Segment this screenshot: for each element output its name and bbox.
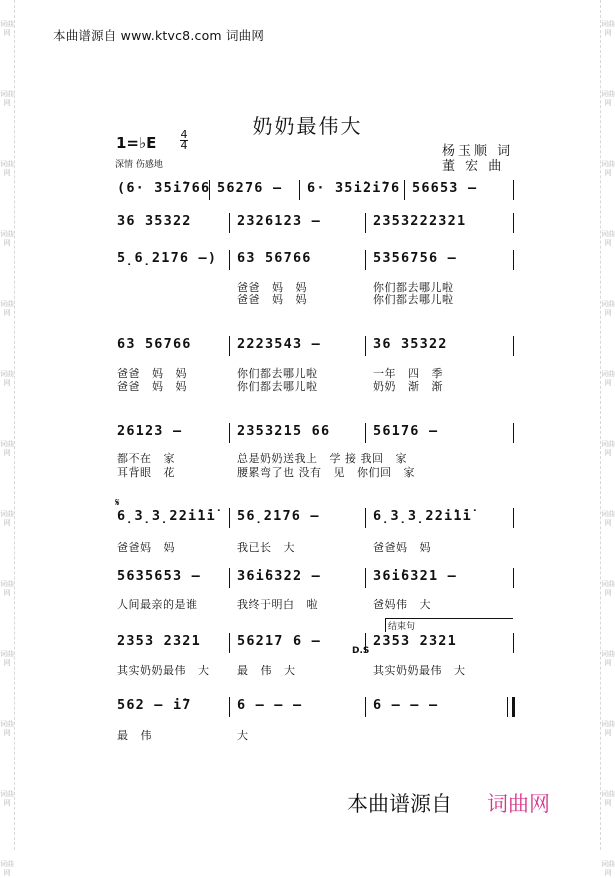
footer-source-text: 本曲谱源自 bbox=[347, 792, 452, 816]
composer-credit: 董 宏 曲 bbox=[442, 159, 505, 174]
measure-notes: 2353 2321 bbox=[117, 633, 201, 649]
barline bbox=[513, 250, 514, 270]
side-watermark-text: 词曲网 bbox=[0, 160, 14, 177]
lyric-segment: 一年 四 季 bbox=[373, 367, 443, 380]
measure-notes: 2223543 – bbox=[237, 336, 321, 352]
final-barline bbox=[507, 697, 515, 717]
side-watermark-text: 词曲网 bbox=[0, 230, 14, 247]
lyric-segment: 总是奶奶送我上 学 接 我回 家 bbox=[237, 452, 407, 465]
barline bbox=[365, 423, 366, 443]
barline bbox=[513, 508, 514, 528]
footer-site-name: 词曲网 bbox=[487, 792, 550, 816]
lyric-segment: 爸爸 妈 妈 bbox=[117, 367, 187, 380]
lyric-segment: 你们都去哪儿啦 bbox=[373, 281, 454, 294]
measure-notes: 63 56766 bbox=[117, 336, 192, 352]
measure-notes: 6̣3̣3̣22i̇1̇i̇ bbox=[373, 508, 473, 524]
barline bbox=[365, 213, 366, 233]
barline bbox=[404, 180, 405, 200]
lyric-segment: 大 bbox=[237, 729, 249, 742]
side-watermark-text: 词曲网 bbox=[601, 160, 615, 177]
measure-notes: 5̣6̣2176 –) bbox=[117, 250, 218, 266]
meter-bottom: 4 bbox=[180, 139, 188, 152]
measure-notes: 56276 – bbox=[217, 180, 283, 196]
barline bbox=[229, 423, 230, 443]
barline bbox=[365, 568, 366, 588]
measure-notes: 36i̇6322 – bbox=[237, 568, 321, 584]
score-row bbox=[115, 568, 515, 588]
lyric-segment: 人间最亲的是谁 bbox=[117, 598, 198, 611]
barline bbox=[209, 180, 210, 200]
lyric-segment: 爸爸 妈 妈 bbox=[117, 380, 187, 393]
side-watermark-text: 词曲网 bbox=[601, 510, 615, 527]
measure-notes: 2326123 – bbox=[237, 213, 321, 229]
lyric-segment: 爸爸 妈 妈 bbox=[237, 293, 307, 306]
barline bbox=[513, 336, 514, 356]
score-row bbox=[115, 508, 515, 528]
barline bbox=[513, 213, 514, 233]
side-watermark-text: 词曲网 bbox=[0, 860, 14, 877]
measure-notes: 6· 35i̇2i̇76 bbox=[307, 180, 401, 196]
score-row bbox=[115, 336, 515, 356]
barline bbox=[299, 180, 300, 200]
side-watermark-text: 词曲网 bbox=[601, 90, 615, 107]
measure-notes: 63 56766 bbox=[237, 250, 312, 266]
measure-notes: 2353 2321 bbox=[373, 633, 457, 649]
side-watermark-text: 词曲网 bbox=[601, 720, 615, 737]
lyric-segment: 奶奶 渐 渐 bbox=[373, 380, 443, 393]
side-watermark-text: 词曲网 bbox=[0, 580, 14, 597]
lyric-segment: 耳背眼 花 bbox=[117, 466, 175, 479]
measure-notes: 26123 – bbox=[117, 423, 183, 439]
score-row bbox=[115, 633, 515, 653]
lyric-segment: 你们都去哪儿啦 bbox=[237, 367, 318, 380]
side-watermark-text: 词曲网 bbox=[0, 510, 14, 527]
barline bbox=[365, 250, 366, 270]
measure-notes: 5635653 – bbox=[117, 568, 201, 584]
barline bbox=[513, 180, 514, 200]
barline bbox=[229, 336, 230, 356]
lyric-segment: 都不在 家 bbox=[117, 452, 175, 465]
barline bbox=[229, 697, 230, 717]
side-watermark-text: 词曲网 bbox=[601, 20, 615, 37]
barline bbox=[513, 633, 514, 653]
measure-notes: 6 – – – bbox=[373, 697, 439, 713]
side-watermark-text: 词曲网 bbox=[0, 440, 14, 457]
lyric-segment: 腰累弯了也 没有 见 你们回 家 bbox=[237, 466, 415, 479]
lyric-segment: 你们都去哪儿啦 bbox=[373, 293, 454, 306]
time-signature bbox=[180, 130, 188, 151]
side-watermark-text: 词曲网 bbox=[601, 650, 615, 667]
side-watermark-text: 词曲网 bbox=[601, 790, 615, 807]
side-watermark-text: 词曲网 bbox=[601, 860, 615, 877]
side-watermark-text: 词曲网 bbox=[601, 440, 615, 457]
barline bbox=[513, 568, 514, 588]
score-row bbox=[115, 697, 515, 717]
side-watermark-text: 词曲网 bbox=[0, 650, 14, 667]
score-row bbox=[115, 180, 515, 200]
score-row bbox=[115, 213, 515, 233]
measure-notes: 56217 6 – bbox=[237, 633, 321, 649]
barline bbox=[229, 213, 230, 233]
side-watermark-text: 词曲网 bbox=[0, 790, 14, 807]
measure-notes: 36i̇6321 – bbox=[373, 568, 457, 584]
score-row bbox=[115, 250, 515, 270]
header-source-line: 本曲谱源自 www.ktvc8.com 词曲网 bbox=[53, 28, 265, 43]
barline bbox=[513, 423, 514, 443]
segno-mark: 𝄋 bbox=[115, 496, 120, 509]
expression-marking: 深情 伤感地 bbox=[115, 160, 163, 170]
ds-mark: D.S bbox=[352, 646, 370, 656]
measure-notes: 5356756 – bbox=[373, 250, 457, 266]
measure-notes: 36 35322 bbox=[117, 213, 192, 229]
measure-notes: 6̣3̣3̣22i̇1̇i̇ bbox=[117, 508, 217, 524]
measure-notes: 6 – – – bbox=[237, 697, 303, 713]
lyric-segment: 其实奶奶最伟 大 bbox=[117, 664, 210, 677]
lyric-segment: 最 伟 大 bbox=[237, 664, 296, 677]
side-watermark-text: 词曲网 bbox=[0, 20, 14, 37]
measure-notes: 2353215 66 bbox=[237, 423, 331, 439]
side-watermark-text: 词曲网 bbox=[601, 370, 615, 387]
barline bbox=[365, 697, 366, 717]
barline bbox=[229, 508, 230, 528]
side-watermark-text: 词曲网 bbox=[0, 370, 14, 387]
side-watermark-text: 词曲网 bbox=[0, 300, 14, 317]
song-title: 奶奶最伟大 bbox=[252, 114, 363, 138]
side-watermark-text: 词曲网 bbox=[0, 90, 14, 107]
lyric-segment: 爸爸妈 妈 bbox=[373, 541, 431, 554]
measure-notes: (6· 35i̇766 bbox=[117, 180, 211, 196]
lyric-segment: 我已长 大 bbox=[237, 541, 295, 554]
lyric-segment: 最 伟 bbox=[117, 729, 152, 742]
measure-notes: 2353222321 bbox=[373, 213, 467, 229]
measure-notes: 56653 – bbox=[412, 180, 478, 196]
meter-top: 4 bbox=[180, 128, 188, 141]
lyricist-credit: 杨玉顺 词 bbox=[442, 144, 514, 159]
barline bbox=[229, 568, 230, 588]
side-watermark-text: 词曲网 bbox=[0, 720, 14, 737]
lyric-segment: 爸妈伟 大 bbox=[373, 598, 431, 611]
side-watermark-text: 词曲网 bbox=[601, 300, 615, 317]
lyric-segment: 你们都去哪儿啦 bbox=[237, 380, 318, 393]
barline bbox=[365, 336, 366, 356]
lyric-segment: 爸爸 妈 妈 bbox=[237, 281, 307, 294]
side-watermark-text: 词曲网 bbox=[601, 580, 615, 597]
side-watermark-text: 词曲网 bbox=[601, 230, 615, 247]
measure-notes: 56176 – bbox=[373, 423, 439, 439]
lyric-segment: 爸爸妈 妈 bbox=[117, 541, 175, 554]
barline bbox=[229, 250, 230, 270]
measure-notes: 56̣2176 – bbox=[237, 508, 320, 524]
measure-notes: 36 35322 bbox=[373, 336, 448, 352]
barline bbox=[229, 633, 230, 653]
measure-notes: 562 – i̇7 bbox=[117, 697, 192, 713]
key-signature: 1=♭E bbox=[116, 134, 157, 152]
barline bbox=[365, 508, 366, 528]
lyric-segment: 我终于明白 啦 bbox=[237, 598, 318, 611]
ending-label: 结束句 bbox=[385, 618, 513, 632]
score-row bbox=[115, 423, 515, 443]
lyric-segment: 其实奶奶最伟 大 bbox=[373, 664, 466, 677]
